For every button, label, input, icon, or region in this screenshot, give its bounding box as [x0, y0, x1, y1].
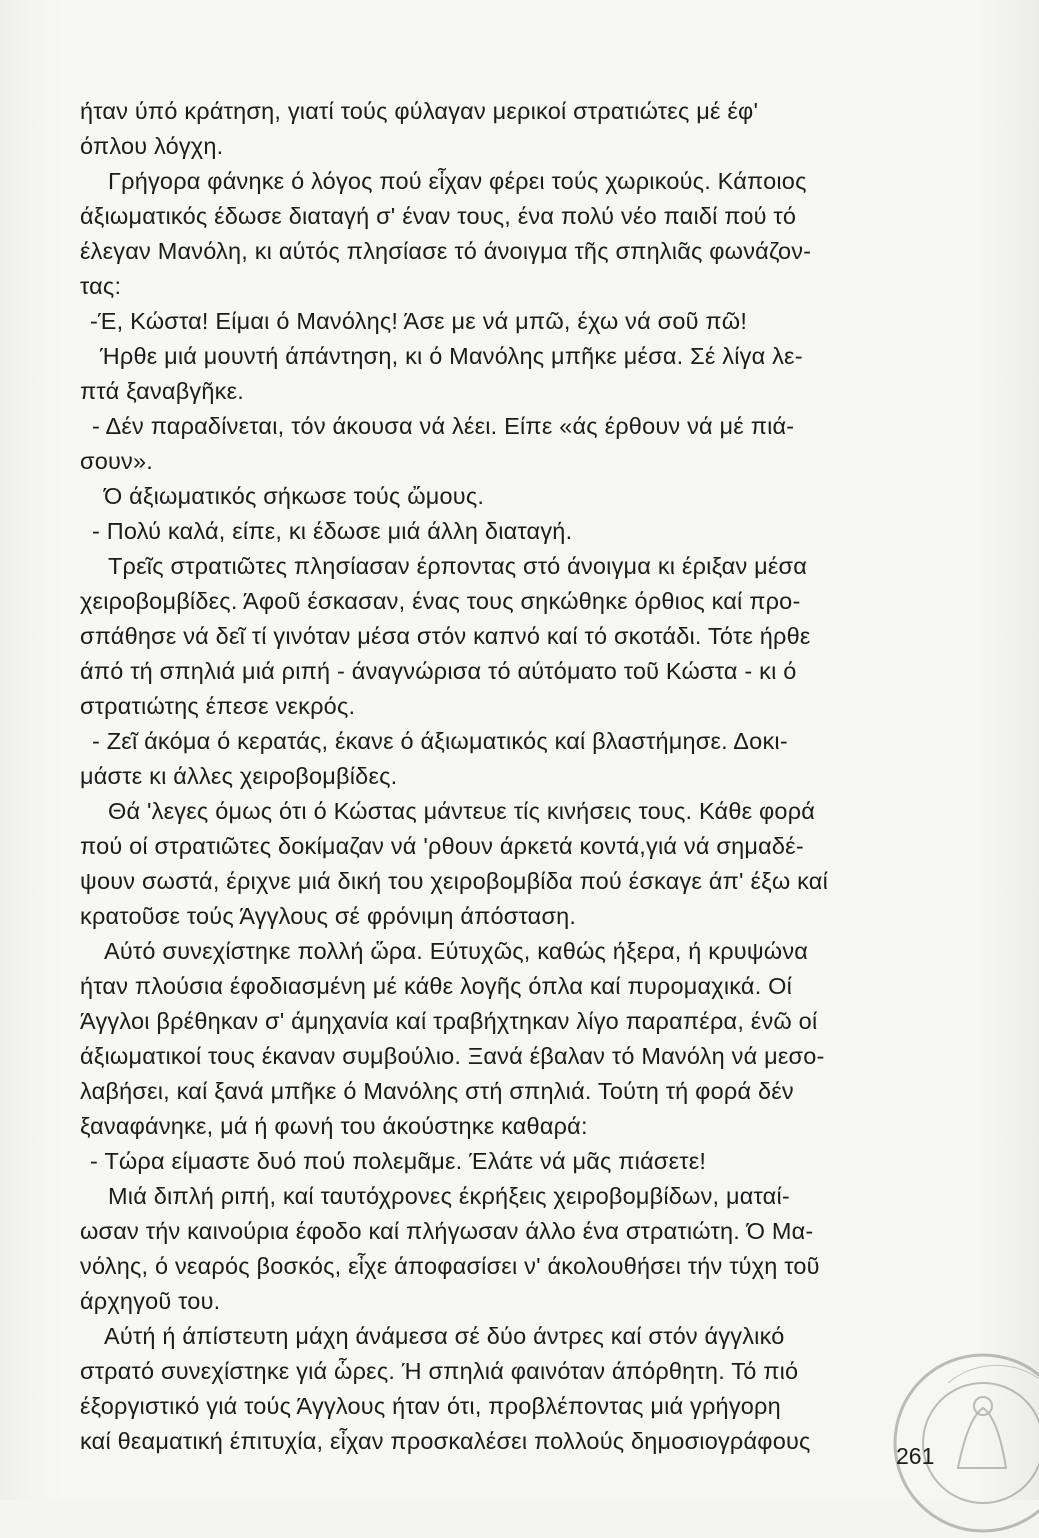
text-line: Ό άξιωματικός σήκωσε τούς ὤμους. — [104, 483, 485, 509]
text-line: άπό τή σπηλιά μιά ριπή - άναγνώρισα τό αύτόματο τοῦ Κώστα - κι ό — [80, 658, 797, 684]
text-line: πού οί στρατιῶτες δοκίμαζαν νά 'ρθουν άρκετά κοντά,γιά νά σημαδέ- — [80, 833, 804, 859]
text-line: νόλης, ό νεαρός βοσκός, εἶχε άποφασίσει ν' άκολουθήσει τήν τύχη τοῦ — [80, 1253, 820, 1279]
text-line: Ήρθε μιά μουντή άπάντηση, κι ό Μανόλης μπῆκε μέσα. Σέ λίγα λε- — [100, 343, 803, 369]
text-line: Αύτή ή άπίστευτη μάχη άνάμεσα σέ δύο άντρες καί στόν άγγλικό — [104, 1323, 785, 1349]
text-line: χειροβομβίδες. Άφοῦ έσκασαν, ένας τους σηκώθηκε όρθιος καί προ- — [80, 588, 801, 614]
text-line: ψουν σωστά, έριχνε μιά δική του χειροβομβίδα πού έσκαγε άπ' έξω καί — [80, 868, 828, 894]
text-line: μάστε κι άλλες χειροβομβίδες. — [80, 763, 398, 789]
text-line: έλεγαν Μανόλη, κι αύτός πλησίασε τό άνοιγμα τῆς σπηλιᾶς φωνάζον- — [80, 238, 812, 264]
page-number: 261 — [896, 1443, 935, 1469]
text-line: Μιά διπλή ριπή, καί ταυτόχρονες έκρήξεις χειροβομβίδων, ματαί- — [108, 1183, 790, 1209]
text-line: έξοργιστικό γιά τούς Άγγλους ήταν ότι, προβλέποντας μιά γρήγορη — [80, 1393, 781, 1419]
text-line: σουν». — [80, 448, 153, 474]
text-line: - Τώρα είμαστε δυό πού πολεμᾶμε. Έλάτε νά μᾶς πιάσετε! — [90, 1148, 707, 1174]
text-line: όπλου λόγχη. — [80, 133, 224, 159]
text-line: στρατό συνεχίστηκε γιά ὧρες. Ή σπηλιά φαινόταν άπόρθητη. Τό πιό — [80, 1358, 799, 1384]
text-line: -Έ, Κώστα! Είμαι ό Μανόλης! Άσε με νά μπῶ, έχω νά σοῦ πῶ! — [90, 308, 748, 334]
text-line: άξιωματικός έδωσε διαταγή σ' έναν τους, ένα πολύ νέο παιδί πού τό — [80, 203, 797, 229]
text-line: Αύτό συνεχίστηκε πολλή ὥρα. Εύτυχῶς, καθώς ήξερα, ή κρυψώνα — [104, 938, 809, 964]
text-line: - Ζεῖ άκόμα ό κερατάς, έκανε ό άξιωματικός καί βλαστήμησε. Δοκι- — [92, 728, 788, 754]
text-line: ξαναφάνηκε, μά ή φωνή του άκούστηκε καθαρά: — [80, 1113, 588, 1139]
text-line: - Δέν παραδίνεται, τόν άκουσα νά λέει. Είπε «άς έρθουν νά μέ πιά- — [92, 413, 795, 439]
text-line: άξιωματικοί τους έκαναν συμβούλιο. Ξανά έβαλαν τό Μανόλη νά μεσο- — [80, 1043, 825, 1069]
text-line: πτά ξαναβγῆκε. — [80, 378, 244, 404]
text-line: Τρεῖς στρατιῶτες πλησίασαν έρποντας στό άνοιγμα κι έριξαν μέσα — [108, 553, 808, 579]
text-line: ήταν πλούσια έφοδιασμένη μέ κάθε λογῆς όπλα καί πυρομαχικά. Οί — [80, 973, 793, 999]
text-line: - Πολύ καλά, είπε, κι έδωσε μιά άλλη διαταγή. — [92, 518, 573, 544]
text-line: στρατιώτης έπεσε νεκρός. — [80, 693, 356, 719]
text-line: Άγγλοι βρέθηκαν σ' άμηχανία καί τραβήχτηκαν λίγο παραπέρα, ένῶ οί — [80, 1008, 818, 1034]
text-line: σπάθησε νά δεῖ τί γινόταν μέσα στόν καπνό καί τό σκοτάδι. Τότε ήρθε — [80, 623, 811, 649]
text-line: κρατοῦσε τούς Άγγλους σέ φρόνιμη άπόσταση. — [80, 903, 577, 929]
text-line: Θά 'λεγες όμως ότι ό Κώστας μάντευε τίς κινήσεις τους. Κάθε φορά — [108, 798, 816, 824]
text-line: ήταν ύπό κράτηση, γιατί τούς φύλαγαν μερικοί στρατιώτες μέ έφ' — [80, 98, 759, 124]
text-line: Γρήγορα φάνηκε ό λόγος πού εἶχαν φέρει τούς χωρικούς. Κάποιος — [108, 168, 807, 194]
text-line: ωσαν τήν καινούρια έφοδο καί πλήγωσαν άλλο ένα στρατιώτη. Ό Μα- — [80, 1218, 814, 1244]
text-line: τας: — [80, 273, 122, 299]
text-line: λαβήσει, καί ξανά μπῆκε ό Μανόλης στή σπηλιά. Τούτη τή φορά δέν — [80, 1078, 794, 1104]
text-line: καί θεαματική έπιτυχία, εἶχαν προσκαλέσει πολλούς δημοσιογράφους — [80, 1428, 811, 1454]
text-line: άρχηγοῦ του. — [80, 1288, 221, 1314]
